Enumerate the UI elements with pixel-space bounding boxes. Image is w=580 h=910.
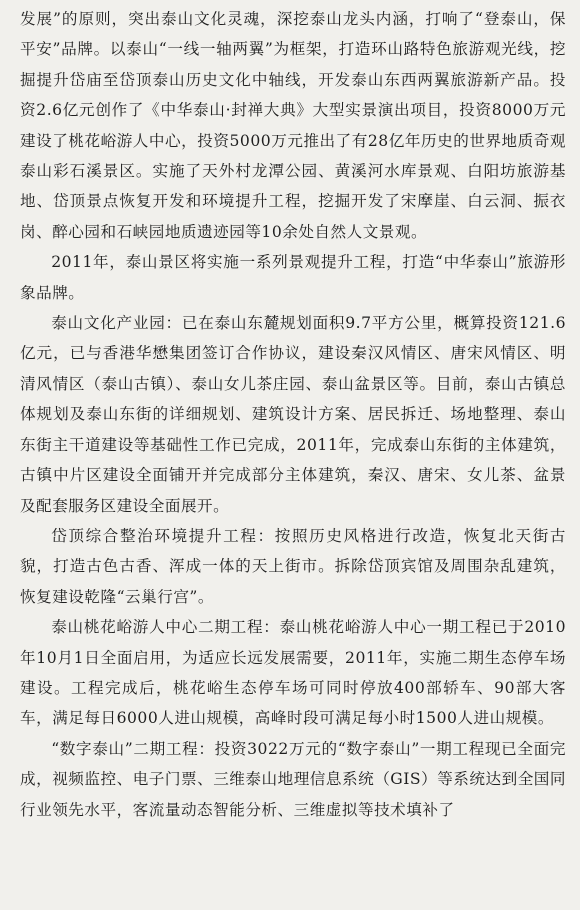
paragraph-1: 发展”的原则，突出泰山文化灵魂，深挖泰山龙头内涵，打响了“登泰山，保平安”品牌。以泰山“一线一轴两翼”为框架，打造环山路特色旅游观光线，挖掘提升岱庙至岱顶泰山历史文化中轴线，开发泰山东西两翼旅游新产品。投资2.6亿元创作了《中华泰山·封禅大典》大型实景演出项目，投资8000万元建设了桃花峪游人中心，投资5000万元推出了有28亿年历史的世界地质奇观泰山彩石溪景区。实施了天外村龙潭公园、黄溪河水库景观、白阳坊旅游基地、岱顶景点恢复开发和环境提升工程，挖掘开发了宋摩崖、白云洞、振衣岗、醉心园和石峡园地质遗迹园等10余处自然人文景观。 (20, 10, 566, 241)
paragraph-2: 2011年，泰山景区将实施一系列景观提升工程，打造“中华泰山”旅游形象品牌。 (20, 253, 566, 302)
paragraph-4: 岱顶综合整治环境提升工程：按照历史风格进行改造，恢复北天街古貌，打造古色古香、浑成一体的天上街市。拆除岱顶宾馆及周围杂乱建筑，恢复建设乾隆“云巢行宫”。 (20, 526, 566, 606)
paragraph-6: “数字泰山”二期工程：投资3022万元的“数字泰山”一期工程现已全面完成，视频监控、电子门票、三维泰山地理信息系统（GIS）等系统达到全国同行业领先水平，客流量动态智能分析、三维虚拟等技术填补了 (20, 739, 566, 819)
paragraph-5: 泰山桃花峪游人中心二期工程：泰山桃花峪游人中心一期工程已于2010年10月1日全面启用，为适应长远发展需要，2011年，实施二期生态停车场建设。工程完成后，桃花峪生态停车场可同时停放400部轿车、90部大客车，满足每日6000人进山规模，高峰时段可满足每小时1500人进山规模。 (20, 618, 566, 728)
paragraph-3: 泰山文化产业园：已在泰山东麓规划面积9.7平方公里，概算投资121.6亿元，已与香港华懋集团签订合作协议，建设秦汉风情区、唐宋风情区、明清风情区（泰山古镇）、泰山女儿茶庄园、泰山盆景区等。目前，泰山古镇总体规划及泰山东街的详细规划、建筑设计方案、居民拆迁、场地整理、泰山东街主干道建设等基础性工作已完成，2011年，完成泰山东街的主体建筑，古镇中片区建设全面铺开并完成部分主体建筑，秦汉、唐宋、女儿茶、盆景及配套服务区建设全面展开。 (20, 314, 566, 515)
